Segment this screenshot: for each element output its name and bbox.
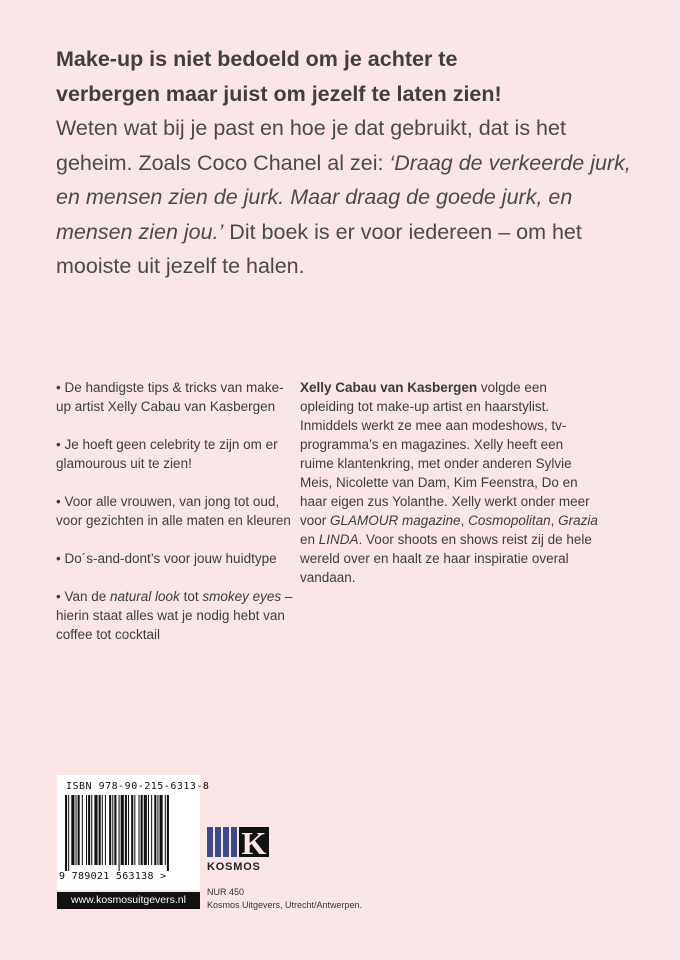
bio-text: , — [460, 513, 469, 528]
bullet-item: • Je hoeft geen celebrity te zijn om er glamourous uit te zien! — [56, 437, 278, 471]
barcode-bar — [144, 795, 147, 865]
nur-code: NUR 450 — [207, 887, 245, 897]
barcode-bar — [105, 795, 106, 865]
barcode-bar — [165, 795, 166, 865]
isbn-barcode — [57, 775, 210, 890]
barcode-bar — [71, 795, 74, 865]
barcode-bar — [125, 795, 127, 865]
barcode-bar — [112, 795, 113, 865]
barcode-bar — [68, 795, 69, 871]
barcode-bar — [119, 795, 120, 871]
barcode-bar — [157, 795, 158, 865]
logo-letter: K — [241, 827, 267, 861]
barcode-bar — [154, 795, 156, 865]
barcode-bar — [65, 795, 67, 871]
bio-text: volgde een opleiding tot make-up artist en haarstylist. Inmiddels werkt ze mee aan modeshows, tv-programma’s en magazines. Xelly heeft een ruime klantenkring, met onder anderen Sylvie Meis, Nicolette van Dam, Kim Feenstra, Do en haar eigen zus Yolanthe. Xelly werkt onder meer voor — [300, 380, 590, 528]
barcode-bar — [78, 795, 80, 865]
publisher-name: Kosmos Uitgevers, Utrecht/Antwerpen. — [207, 900, 363, 910]
bullet-item: • De handigste tips & tricks van make-up artist Xelly Cabau van Kasbergen — [56, 380, 284, 414]
author-bio — [300, 378, 600, 587]
author-name: Xelly Cabau van Kasbergen — [300, 380, 478, 395]
bio-emphasis: GLAMOUR magazine — [330, 513, 461, 528]
bio-text: , — [550, 513, 559, 528]
barcode-bar — [82, 795, 83, 865]
barcode-bar — [148, 795, 149, 865]
barcode-bars — [63, 795, 194, 871]
barcode-bar — [102, 795, 103, 865]
barcode-bar — [151, 795, 152, 865]
barcode-bar — [139, 795, 140, 865]
bio-emphasis: Grazia — [558, 513, 598, 528]
barcode-bar — [131, 795, 133, 865]
barcode-bar — [86, 795, 87, 865]
barcode-bar — [94, 795, 97, 865]
bio-text: en — [300, 532, 319, 547]
barcode-bar — [114, 795, 116, 865]
bio-emphasis: Cosmopolitan — [468, 513, 551, 528]
kosmos-wordmark: KOSMOS — [207, 861, 261, 873]
intro-headline-line-2: verbergen maar juist om jezelf te laten zien! — [56, 81, 502, 106]
intro-text-1: Weten wat bij je past en hoe je dat gebruikt, dat is het geheim. Zoals Coco Chanel al zei: — [56, 116, 566, 175]
bullet-item: • Do´s-and-dont’s voor jouw huidtype — [56, 551, 277, 566]
intro-paragraph — [56, 42, 646, 284]
barcode-bar — [99, 795, 101, 865]
bullet-text: tot — [179, 589, 203, 604]
barcode-bar — [91, 795, 92, 865]
bio-emphasis: LINDA — [318, 532, 359, 547]
bio-text: . Voor shoots en shows reist zij de hele wereld over en haalt ze haar inspiratie overal vandaan. — [300, 532, 592, 585]
publisher-website: www.kosmosuitgevers.nl — [57, 892, 200, 909]
imprint — [207, 886, 362, 912]
intro-headline-line-1: Make-up is niet bedoeld om je achter te — [56, 47, 458, 71]
intro-text-2: Dit boek is er voor iedereen – om het mooiste uit jezelf te halen. — [56, 219, 582, 278]
isbn-label: ISBN 978-90-215-6313-8 — [66, 781, 210, 792]
chanel-quote: ‘Draag de verkeerde jurk, en mensen zien de jurk. Maar draag de goede jurk, en mensen zien jou.’ — [56, 150, 631, 244]
barcode-bar — [76, 795, 77, 865]
feature-bullets — [56, 378, 296, 663]
barcode-digits: 9 789021 563138 > — [59, 871, 167, 882]
barcode-bar — [134, 795, 135, 865]
bullet-item: • Voor alle vrouwen, van jong tot oud, voor gezichten in alle maten en kleuren — [56, 494, 291, 528]
barcode-bar — [128, 795, 129, 865]
bullet-emphasis: smokey eyes — [202, 589, 282, 604]
barcode-bar — [160, 795, 163, 865]
barcode-bar — [88, 795, 90, 865]
barcode-bar — [141, 795, 143, 865]
barcode-bar — [109, 795, 111, 865]
barcode-bar — [121, 795, 124, 865]
bullet-emphasis: natural look — [110, 589, 180, 604]
bullet-text: • Van de — [56, 589, 111, 604]
bullet-item — [56, 587, 296, 644]
bullet-text: – hierin staat alles wat je nodig hebt van coffee tot cocktail — [56, 589, 293, 642]
barcode-bar — [167, 795, 169, 871]
